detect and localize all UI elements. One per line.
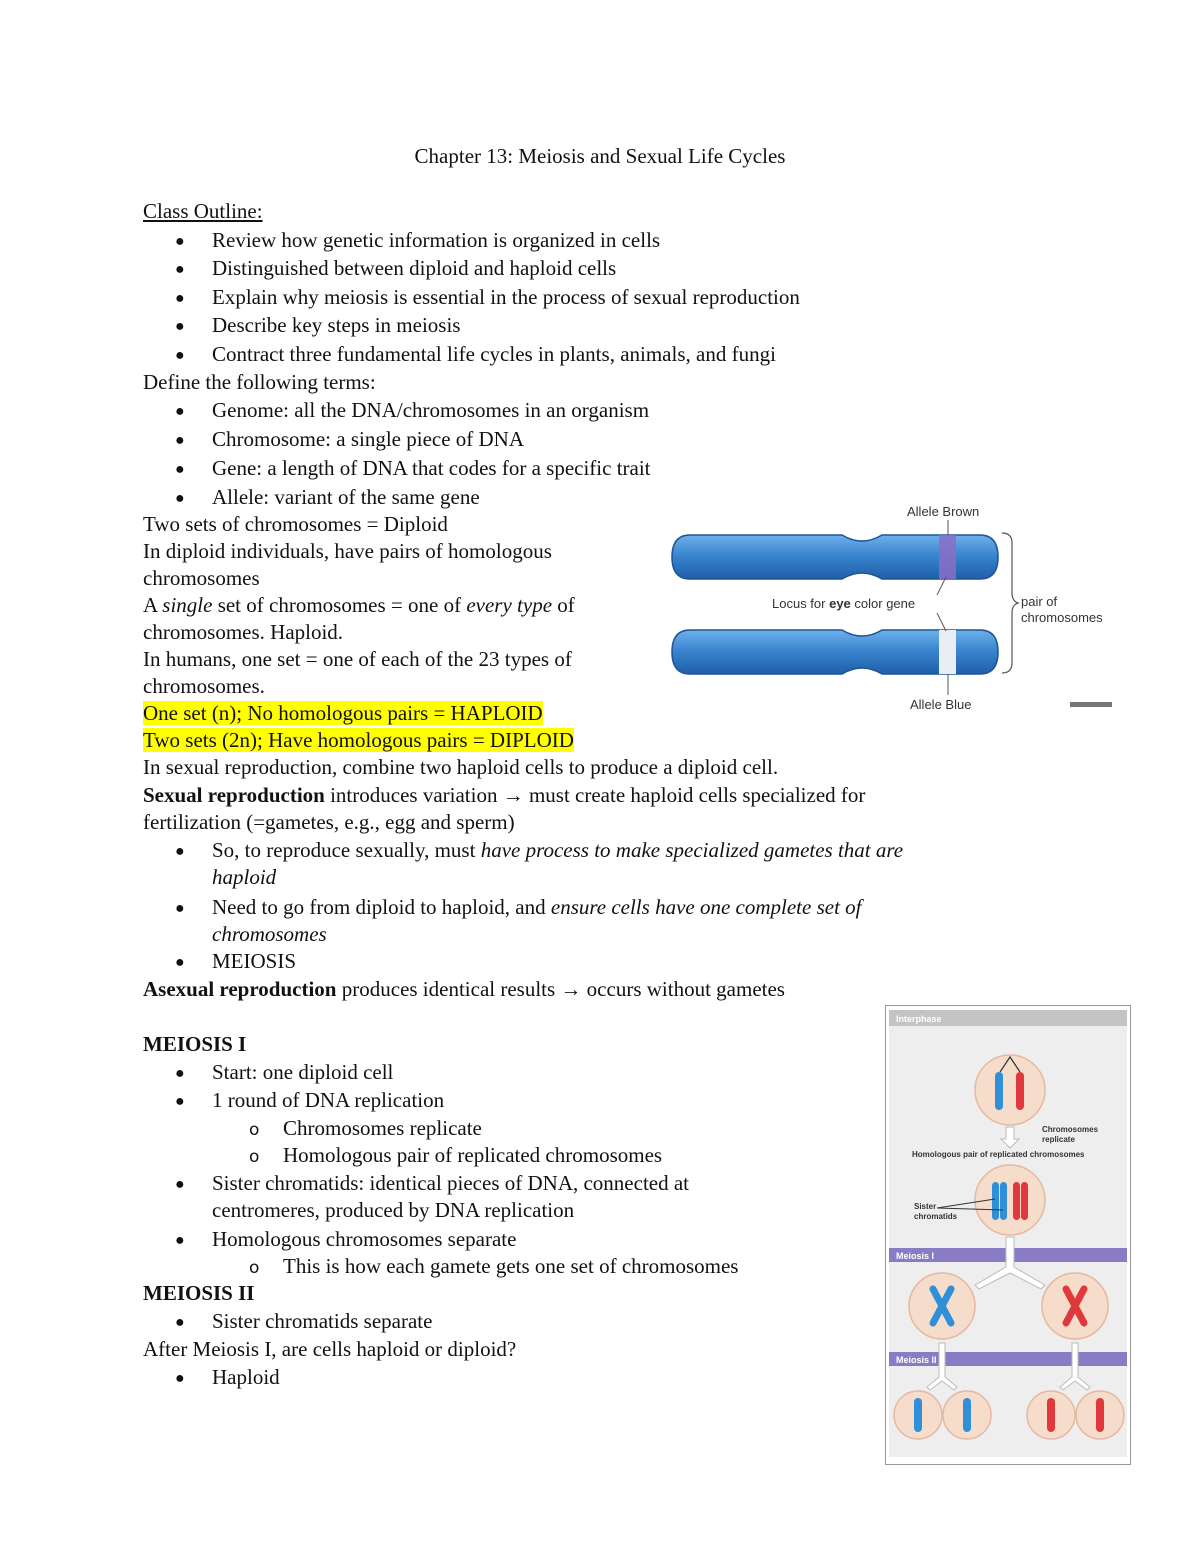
list-item: ● Gene: a length of DNA that codes for a specific trait [175,456,651,480]
terms-heading: Define the following terms: [143,370,376,394]
list-item: ● Sister chromatids separate [175,1309,433,1333]
text-line: chromosomes. Haploid. [143,620,344,644]
text-line: In diploid individuals, have pairs of homologous [143,539,552,563]
pair-label-1: pair of [1021,594,1058,609]
list-item-cont: centromeres, produced by DNA replication [212,1198,575,1222]
list-item: ● Genome: all the DNA/chromosomes in an organism [175,398,650,422]
list-item: ● So, to reproduce sexually, must have process to make specialized gametes that are [175,838,904,862]
sub-item: o This is how each gamete gets one set of chromosomes [249,1254,739,1278]
text-line: A single set of chromosomes = one of every type of [143,593,575,617]
interphase-label: Interphase [896,1014,942,1024]
text-line: In sexual reproduction, combine two haploid cells to produce a diploid cell. [143,755,779,779]
list-item: ● Start: one diploid cell [175,1060,394,1084]
text-line: In humans, one set = one of each of the 23 types of [143,647,572,671]
highlight-line: One set (n); No homologous pairs = HAPLOID [143,701,543,725]
list-item: ● MEIOSIS [175,949,297,973]
pair-label-2: chromosomes [1021,610,1103,625]
replicate-label-1: Chromosomes [1042,1125,1099,1134]
replicate-label-2: replicate [1042,1135,1075,1144]
allele-brown-band [939,535,956,579]
list-item: ● Explain why meiosis is essential in the process of sexual reproduction [175,285,800,309]
list-item: ● 1 round of DNA replication [175,1088,445,1112]
list-item: ● Distinguished between diploid and haploid cells [175,256,617,280]
list-item: ● Need to go from diploid to haploid, and ensure cells have one complete set of [175,895,862,919]
text-line: chromosomes. [143,674,265,698]
list-item: ● Chromosome: a single piece of DNA [175,427,525,451]
locus-label: Locus for eye color gene [772,596,916,611]
list-item: ● Allele: variant of the same gene [175,485,480,509]
list-item: ● Contract three fundamental life cycles in plants, animals, and fungi [175,342,776,366]
section-heading: MEIOSIS I [143,1032,247,1056]
allele-brown-label: Allele Brown [907,504,980,519]
text-line: chromosomes [143,566,260,590]
list-item: ● Homologous chromosomes separate [175,1227,517,1251]
homologous-chromosomes-figure [662,495,1117,715]
list-item-cont: chromosomes [212,922,327,946]
sub-item: o Homologous pair of replicated chromosomes [249,1143,663,1167]
section-heading: MEIOSIS II [143,1281,255,1305]
text-line: fertilization (=gametes, e.g., egg and sperm) [143,810,515,834]
meiosis-2-label: Meiosis II [896,1355,937,1365]
list-item-cont: haploid [212,865,277,889]
sub-item: o Chromosomes replicate [249,1116,482,1140]
list-item: ● Review how genetic information is organized in cells [175,228,661,252]
list-item: ● Sister chromatids: identical pieces of DNA, connected at [175,1171,690,1195]
sister-label-2: chromatids [914,1212,958,1221]
text-line: Asexual reproduction produces identical results → occurs without gametes [143,977,785,1001]
list-item: ● Describe key steps in meiosis [175,313,461,337]
blue-chromosome [995,1072,1003,1110]
meiosis-diagram-figure [885,1005,1132,1465]
diploid-cell [975,1055,1045,1125]
figure-credit-mark [1070,702,1112,707]
text-line: Two sets of chromosomes = Diploid [143,512,448,536]
allele-blue-band [939,630,956,674]
list-item: ● Haploid [175,1365,280,1389]
red-chromosome [1016,1072,1024,1110]
text-line: Sexual reproduction introduces variation → must create haploid cells specialized for [143,783,866,807]
outline-heading: Class Outline: [143,199,263,223]
pair-bracket [1002,533,1018,673]
homologous-label: Homologous pair of replicated chromosomes [912,1150,1085,1159]
page-title: Chapter 13: Meiosis and Sexual Life Cycles [414,144,786,168]
sister-label-1: Sister [914,1202,937,1211]
text-line: After Meiosis I, are cells haploid or diploid? [143,1337,517,1361]
highlight-line: Two sets (2n); Have homologous pairs = DIPLOID [143,728,574,752]
meiosis-1-label: Meiosis I [896,1251,935,1261]
allele-blue-label: Allele Blue [910,697,972,712]
